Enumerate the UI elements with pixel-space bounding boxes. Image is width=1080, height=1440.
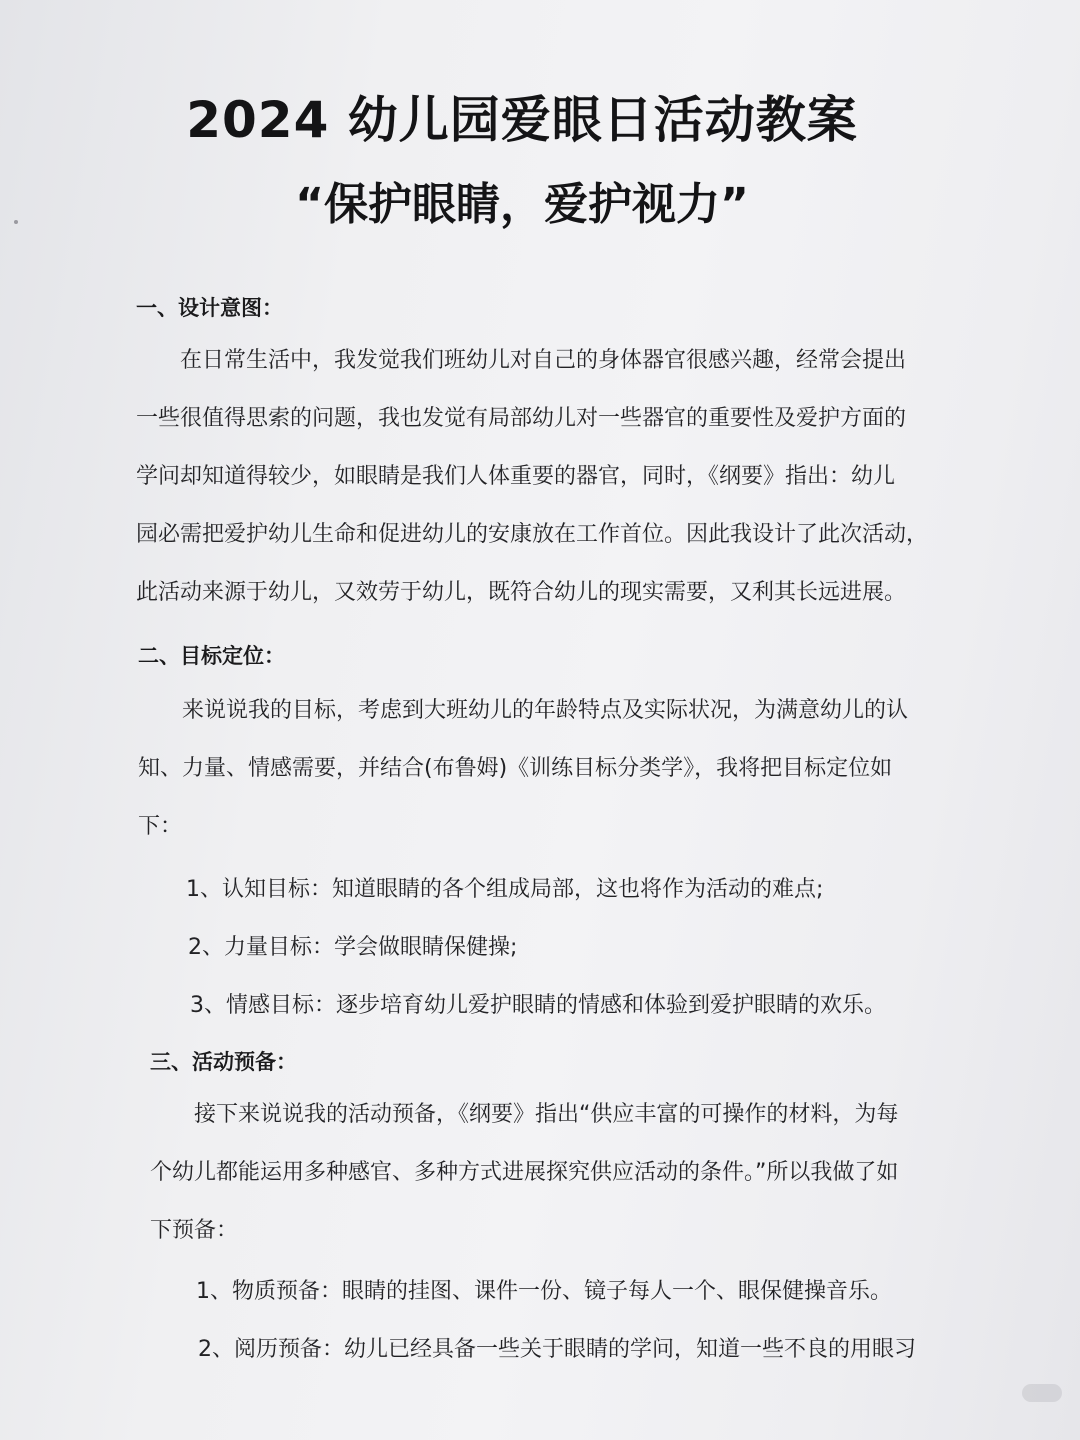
paragraph-line: 知、力量、情感需要，并结合(布鲁姆)《训练目标分类学》，我将把目标定位如 bbox=[138, 756, 893, 781]
document-title: 2024 幼儿园爱眼日活动教案 bbox=[186, 91, 858, 149]
paragraph-line: 园必需把爱护幼儿生命和促进幼儿的安康放在工作首位。因此我设计了此次活动， bbox=[136, 522, 929, 547]
paragraph-line: 接下来说说我的活动预备，《纲要》指出“供应丰富的可操作的材料，为每 bbox=[194, 1102, 899, 1127]
section-body-preparation bbox=[150, 1086, 898, 1260]
paragraph-line: 学问却知道得较少，如眼睛是我们人体重要的器官，同时，《纲要》指出：幼儿 bbox=[136, 464, 896, 489]
paragraph-line: 一些很值得思索的问题，我也发觉有局部幼儿对一些器官的重要性及爱护方面的 bbox=[136, 406, 907, 431]
paragraph-line: 个幼儿都能运用多种感官、多种方式进展探究供应活动的条件。”所以我做了如 bbox=[150, 1160, 899, 1185]
paper-speck bbox=[14, 220, 18, 224]
section-heading-preparation: 三、活动预备： bbox=[150, 1050, 297, 1074]
prep-item-materials: 1、物质预备：眼睛的挂图、课件一份、镜子每人一个、眼保健操音乐。 bbox=[196, 1279, 892, 1304]
paragraph-line: 下预备： bbox=[150, 1218, 239, 1243]
section-body-goals bbox=[138, 682, 908, 856]
paragraph-line: 来说说我的目标，考虑到大班幼儿的年龄特点及实际状况，为满意幼儿的认 bbox=[182, 698, 909, 723]
goal-item-ability: 2、力量目标：学会做眼睛保健操; bbox=[188, 935, 518, 960]
document-subtitle: “保护眼睛，爱护视力” bbox=[295, 179, 749, 230]
paragraph-line: 此活动来源于幼儿，又效劳于幼儿，既符合幼儿的现实需要，又利其长远进展。 bbox=[136, 580, 907, 605]
section-heading-goals: 二、目标定位： bbox=[138, 644, 285, 668]
goal-item-emotion: 3、情感目标：逐步培育幼儿爱护眼睛的情感和体验到爱护眼睛的欢乐。 bbox=[190, 993, 886, 1018]
goal-item-cognitive: 1、认知目标：知道眼睛的各个组成局部，这也将作为活动的难点; bbox=[186, 877, 824, 902]
section-heading-design-intent: 一、设计意图： bbox=[136, 296, 283, 320]
paragraph-line: 在日常生活中，我发觉我们班幼儿对自己的身体器官很感兴趣，经常会提出 bbox=[180, 348, 907, 373]
watermark-badge bbox=[1022, 1384, 1062, 1402]
section-body-design-intent bbox=[136, 332, 928, 622]
paragraph-line: 下： bbox=[138, 814, 183, 839]
prep-item-experience: 2、阅历预备：幼儿已经具备一些关于眼睛的学问，知道一些不良的用眼习 bbox=[198, 1337, 916, 1362]
